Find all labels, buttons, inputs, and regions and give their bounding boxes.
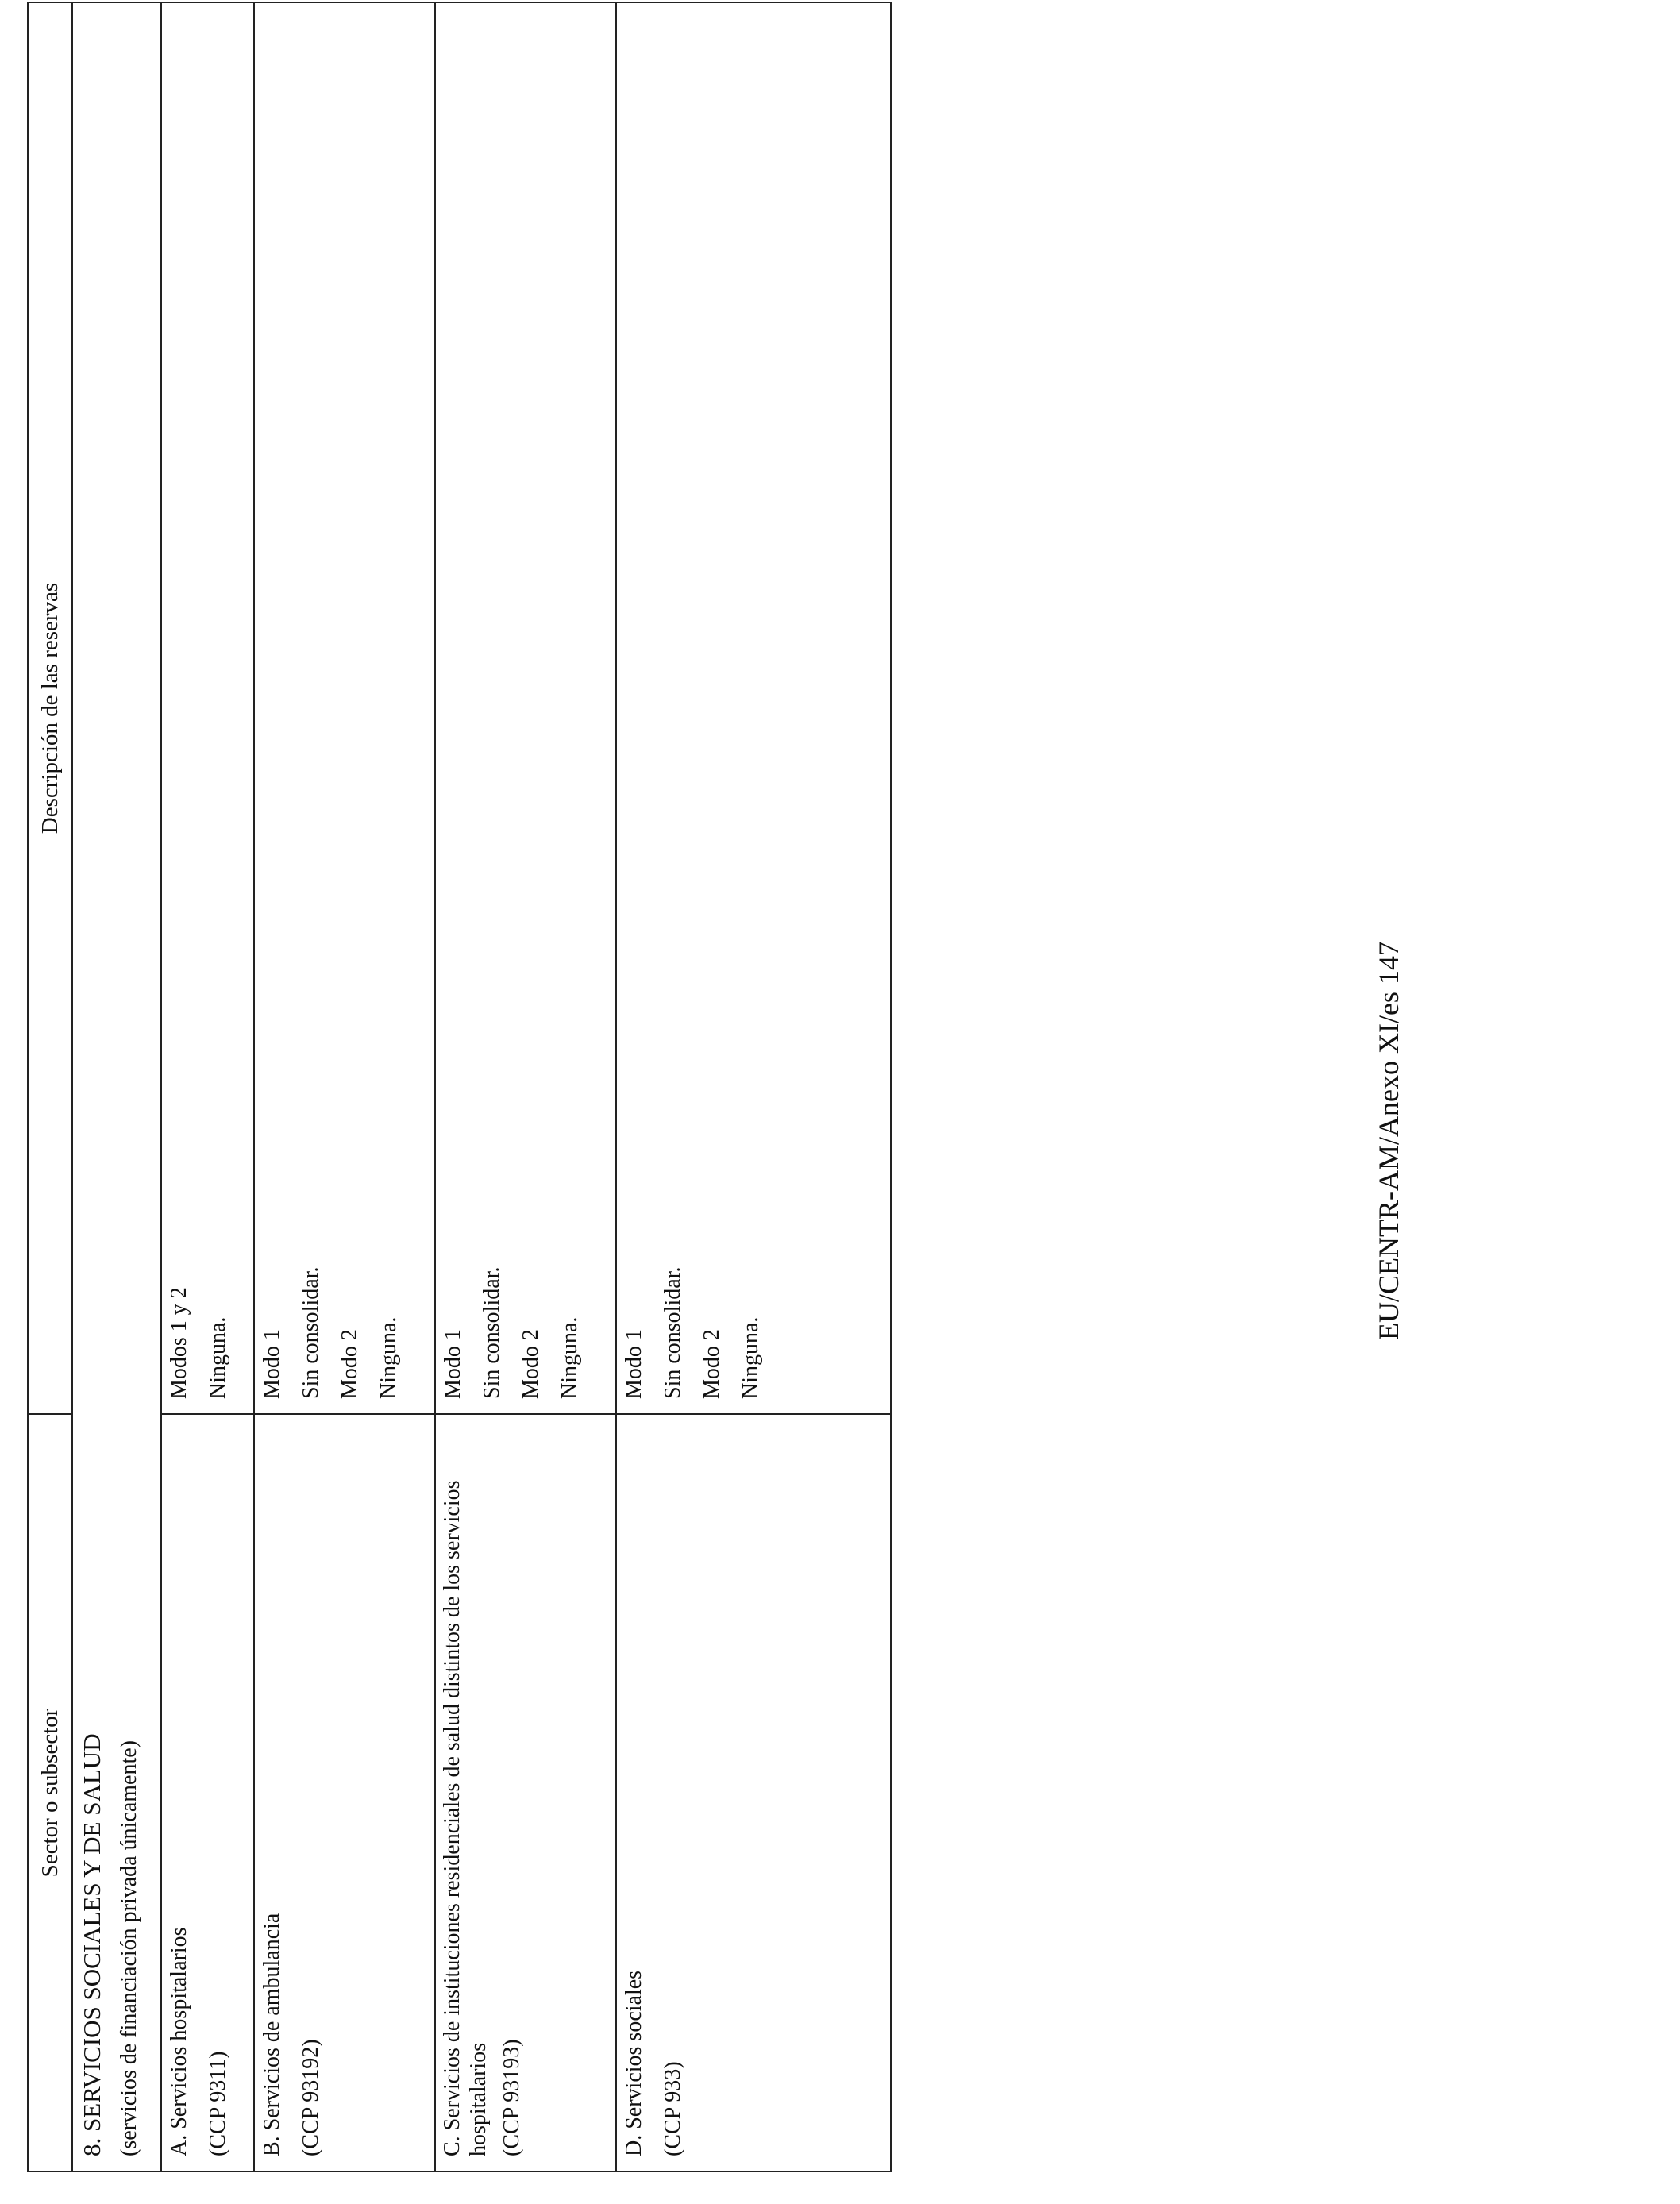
mode-reservation: Ninguna. — [557, 1316, 582, 1399]
mode-reservation: Ninguna. — [738, 1316, 763, 1399]
description-cell — [616, 2, 891, 1414]
reservations-table — [27, 2, 892, 2172]
sector-name: C. Servicios de instituciones residenciales de salud distintos de los servicios hospitalarios — [440, 1480, 491, 2156]
sector-cell — [435, 1414, 616, 2171]
sector-code: (CCP 93193) — [499, 2039, 525, 2156]
section-subtitle: (servicios de financiación privada únicamente) — [117, 1740, 141, 2156]
table-row — [435, 2, 616, 2171]
section-heading-cell — [72, 2, 161, 2171]
section-title: 8. SERVICIOS SOCIALES Y DE SALUD — [78, 1733, 106, 2156]
sector-code: (CCP 933) — [661, 2061, 685, 2156]
sector-cell — [254, 1414, 435, 2171]
sector-name: B. Servicios de ambulancia — [260, 1913, 284, 2156]
table-row — [254, 2, 435, 2171]
section-heading-row — [72, 2, 161, 2171]
page-footer-reference: EU/CENTR-AM/Anexo XI/es 147 — [1373, 942, 1404, 1340]
mode-label: Modo 1 — [622, 1329, 646, 1399]
mode-label: Modos 1 y 2 — [167, 1287, 191, 1399]
mode-reservation: Sin consolidar. — [299, 1266, 323, 1399]
header-description: Descripción de las reservas — [28, 2, 72, 1414]
mode-label: Modo 2 — [699, 1329, 724, 1399]
mode-reservation: Ninguna. — [206, 1316, 230, 1399]
sector-name: A. Servicios hospitalarios — [167, 1927, 191, 2156]
sector-code: (CCP 9311) — [206, 2051, 230, 2156]
sector-code: (CCP 93192) — [299, 2039, 323, 2156]
description-cell — [435, 2, 616, 1414]
mode-reservation: Ninguna. — [376, 1316, 401, 1399]
mode-label: Modo 1 — [260, 1329, 284, 1399]
table-header-row — [28, 2, 72, 2171]
mode-reservation: Sin consolidar. — [480, 1266, 504, 1399]
table-row — [616, 2, 891, 2171]
description-cell — [161, 2, 254, 1414]
header-sector: Sector o subsector — [28, 1414, 72, 2171]
sector-name: D. Servicios sociales — [622, 1970, 646, 2156]
mode-label: Modo 1 — [441, 1329, 465, 1399]
description-cell — [254, 2, 435, 1414]
table-row — [161, 2, 254, 2171]
mode-label: Modo 2 — [337, 1329, 362, 1399]
mode-reservation: Sin consolidar. — [661, 1266, 685, 1399]
mode-label: Modo 2 — [518, 1329, 543, 1399]
sector-cell — [616, 1414, 891, 2171]
sector-cell — [161, 1414, 254, 2171]
